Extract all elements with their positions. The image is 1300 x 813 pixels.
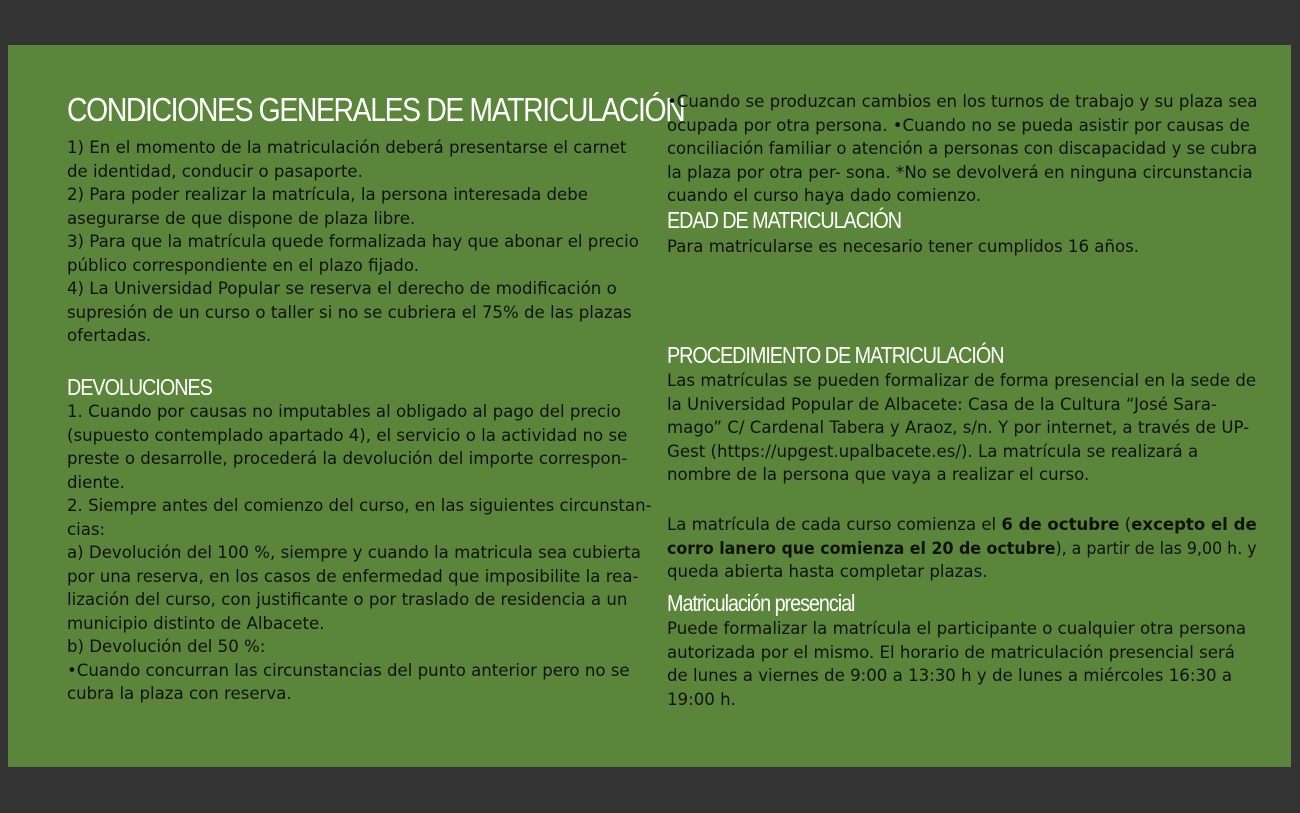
text-line: •Cuando concurran las circunstancias del punto anterior pero no se [67,660,630,680]
text-line: a) Devolución del 100 %, siempre y cuando la matricula sea cubierta [67,543,641,562]
text-line [667,537,1257,561]
text-line: Puede formalizar la matrícula el participante o cualquier otra persona [667,619,1246,638]
text-line: 1) En el momento de la matriculación deberá presentarse el carnet [67,138,627,157]
text-line: 19:00 h. [667,689,736,709]
text-line: mago” C/ Cardenal Tabera y Araoz, s/n. Y por internet, a través de UP- [667,418,1250,437]
text-line: lización del curso, con justificante o por traslado de residencia a un [67,590,628,609]
text-line: autorizada por el mismo. El horario de matriculación presencial será [667,642,1235,662]
text-line: nombre de la persona que vaya a realizar el curso. [667,465,1090,484]
start-date: 6 de octubre [1001,515,1120,534]
text-line: por una reserva, en los casos de enfermedad que imposibilite la rea- [67,566,639,586]
text-line: diente. [67,472,125,492]
exception-text: corro lanero que comienza el 20 de octubre [667,538,1056,558]
text-line: de identidad, conducir o pasaporte. [67,161,363,181]
text-line: (supuesto contemplado apartado 4), el servicio o la actividad no se [67,425,628,445]
text-line: la plaza por otra per- sona. *No se devolverá en ninguna circunstancia [667,162,1253,182]
text-line: ocupada por otra persona. •Cuando no se pueda asistir por causas de [667,115,1250,135]
text-line: preste o desarrolle, procederá la devolución del importe correspon- [67,449,628,468]
text-span: ), a partir de las 9,00 h. y [1055,538,1257,558]
text-line: asegurarse de que dispone de plaza libre. [67,208,416,228]
text-line: 4) La Universidad Popular se reserva el derecho de modificación o [67,279,617,298]
text-line: queda abierta hasta completar plazas. [667,562,988,581]
inperson-heading: Matriculación presencial [667,590,855,616]
page-title: CONDICIONES GENERALES DE MATRICULACIÓN [67,91,685,128]
text-line: 2) Para poder realizar la matrícula, la persona interesada debe [67,185,589,204]
text-line: municipio distinto de Albacete. [67,613,325,633]
age-text [667,235,1139,259]
procedure-text [667,369,1256,487]
conditions-text [67,136,639,348]
text-line: de lunes a viernes de 9:00 a 13:30 h y de lunes a miércoles 16:30 a [667,666,1232,685]
text-line: cias: [67,519,106,539]
text-span: La matrícula de cada curso comienza el [667,515,1002,534]
refunds-text [67,400,653,706]
info-panel [8,45,1291,767]
inperson-text [667,617,1246,711]
text-line: Gest (https://upgest.upalbacete.es/). La matrícula se realizará a [667,441,1199,461]
text-line: Para matricularse es necesario tener cumplidos 16 años. [667,237,1140,256]
text-line: ofertadas. [67,326,152,345]
text-line: •Cuando se produzcan cambios en los turnos de trabajo y su plaza sea [667,92,1258,111]
text-line [667,513,1283,537]
refunds-continued-text [667,90,1262,208]
text-line: 2. Siempre antes del comienzo del curso, en las siguientes circunstan- [67,496,652,515]
text-line: 1. Cuando por causas no imputables al obligado al pago del precio [67,402,621,421]
exception-text: excepto el de [1131,515,1257,534]
text-line: Las matrículas se pueden formalizar de forma presencial en la sede de [667,371,1257,390]
text-line: cubra la plaza con reserva. [67,684,292,703]
enrollment-start-text [667,513,1286,584]
text-line: público correspondiente en el plazo fijado. [67,255,419,275]
age-heading: EDAD DE MATRICULACIÓN [667,207,902,233]
text-line: cuando el curso haya dado comienzo. [667,186,982,205]
text-line: b) Devolución del 50 %: [67,637,266,656]
text-line: la Universidad Popular de Albacete: Casa de la Cultura “José Sara- [667,394,1217,414]
text-span: ( [1119,515,1132,534]
text-line: supresión de un curso o taller si no se cubriera el 75% de las plazas [67,302,632,322]
refunds-heading: DEVOLUCIONES [67,374,212,400]
text-line: conciliación familiar o atención a personas con discapacidad y se cubra [667,139,1258,158]
text-line: 3) Para que la matrícula quede formalizada hay que abonar el precio [67,232,639,251]
procedure-heading: PROCEDIMIENTO DE MATRICULACIÓN [667,342,1004,368]
